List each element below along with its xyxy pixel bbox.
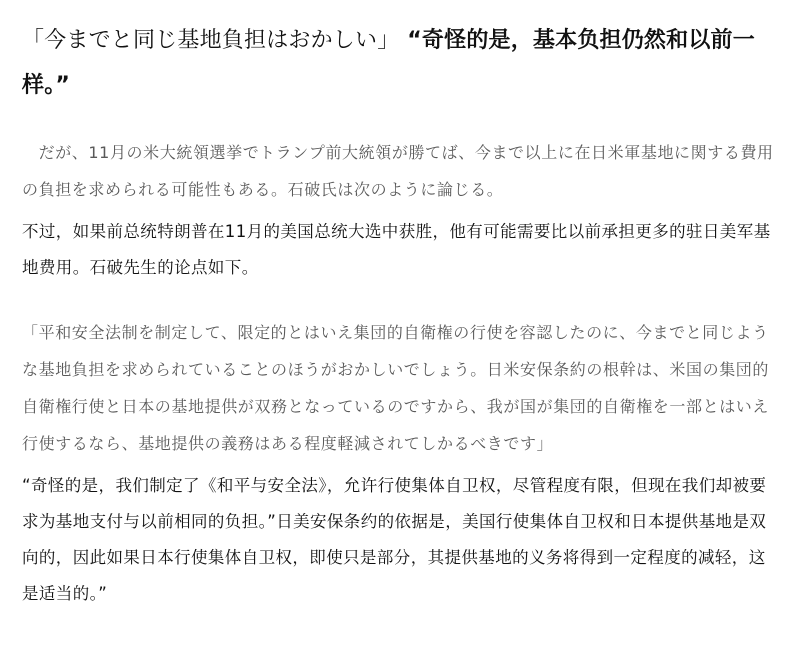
heading-chinese: “奇怪的是，基本负担仍然和以前一样。”	[22, 28, 755, 98]
paragraph-japanese-1: だが、11月の米大統領選挙でトランプ前大統領が勝てば、今まで以上に在日米軍基地に関する費用の負担を求められる可能性もある。石破氏は次のように論じる。	[22, 143, 774, 199]
heading-japanese: 「今までと同じ基地負担はおかしい」	[22, 28, 400, 53]
article-heading	[22, 18, 774, 108]
paragraph-chinese-2: “奇怪的是，我们制定了《和平与安全法》，允许行使集体自卫权，尽管程度有限，但现在我们却被要求为基地支付与以前相同的负担。”日美安保条约的依据是，美国行使集体自卫权和日本提供基地是双向的，因此如果日本行使集体自卫权，即使只是部分，其提供基地的义务将得到一定程度的减轻，这是适当的。”	[22, 476, 767, 603]
paragraph-japanese-2: 「平和安全法制を制定して、限定的とはいえ集団的自衛権の行使を容認したのに、今までと同じような基地負担を求められていることのほうがおかしいでしょう。日米安保条約の根幹は、米国の集団的自衛権行使と日本の基地提供が双務となっているのですから、我が国が集団的自衛権を一部とはいえ行使するなら、基地提供の義務はある程度軽減されてしかるべきです」	[22, 323, 770, 453]
paragraph-chinese-1: 不过，如果前总统特朗普在11月的美国总统大选中获胜，他有可能需要比以前承担更多的驻日美军基地费用。石破先生的论点如下。	[22, 222, 771, 277]
article	[22, 18, 774, 612]
